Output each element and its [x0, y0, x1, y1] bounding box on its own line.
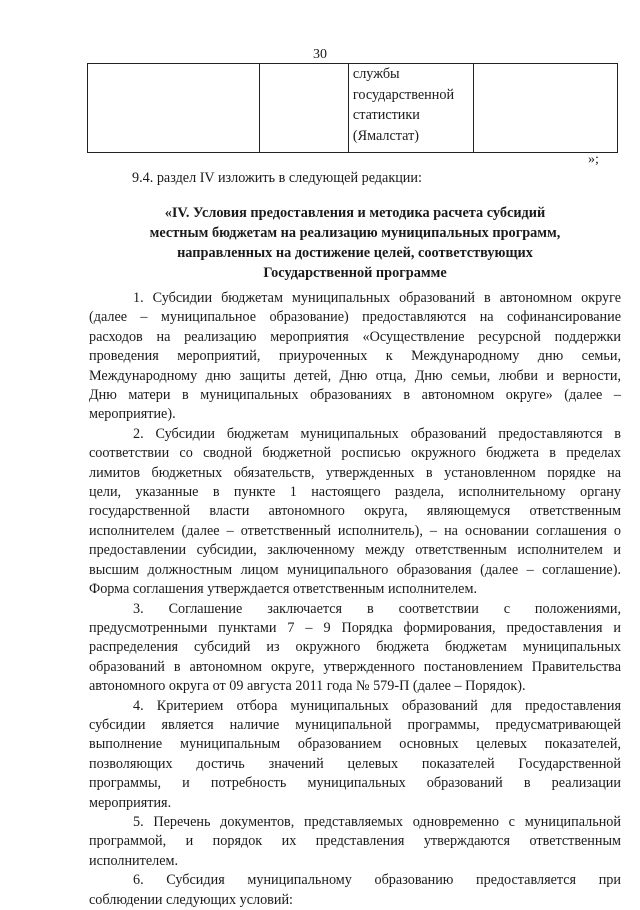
- paragraph-line: Международному дню защиты детей, Дню отца, Дню семьи, любви и верности,: [89, 367, 621, 384]
- paragraph-line: 6. Субсидия муниципальному образованию предоставляется при: [133, 872, 621, 889]
- paragraph-1: [89, 289, 621, 425]
- paragraph-line: Форма соглашения утверждается ответственным исполнителем.: [89, 581, 478, 598]
- paragraph-line: (далее – муниципальное образование) предоставляются на софинансирование: [89, 309, 621, 326]
- intro-text: 9.4. раздел IV изложить в следующей редакции:: [132, 170, 422, 186]
- paragraph-line: соответствии со сводной бюджетной росписью окружного бюджета в пределах: [89, 445, 621, 462]
- paragraph-line: мероприятие).: [89, 406, 176, 423]
- paragraph-line: высшим должностным лицом муниципального образования (далее – соглашение).: [89, 561, 621, 578]
- paragraph-line: исполнителем (далее – ответственный исполнитель), – на основании соглашения о: [89, 522, 621, 539]
- heading-line: «IV. Условия предоставления и методика расчета субсидий: [164, 205, 546, 221]
- paragraph-line: автономного округа от 09 августа 2011 года № 579-П (далее – Порядок).: [89, 678, 526, 695]
- heading-line: направленных на достижение целей, соответствующих: [177, 245, 533, 261]
- paragraph-line: исполнителем.: [89, 852, 179, 869]
- paragraph-line: государственной власти автономного округа, являющемуся ответственным: [89, 503, 621, 520]
- paragraph-line: 2. Субсидии бюджетам муниципальных образований предоставляются в: [133, 425, 621, 442]
- closing-quote: »;: [588, 152, 599, 167]
- section-heading: [90, 203, 620, 283]
- table-cell-empty-2: [259, 64, 348, 153]
- paragraph-line: 1. Субсидии бюджетам муниципальных образований в автономном округе: [133, 290, 621, 306]
- paragraph-2: [89, 425, 621, 600]
- paragraph-line: 5. Перечень документов, представляемых одновременно с муниципальной: [133, 813, 621, 830]
- paragraph-line: программы, и потребность муниципальных образований в реализации: [89, 775, 621, 792]
- heading-line: Государственной программе: [263, 265, 447, 281]
- paragraph-5: [89, 813, 621, 871]
- page-number: 30: [313, 47, 327, 62]
- heading-line: местным бюджетам на реализацию муниципальных программ,: [149, 225, 561, 241]
- paragraph-line: 3. Соглашение заключается в соответствии с положениями,: [133, 600, 621, 617]
- paragraph-line: образований в автономном округе, утвержденного постановлением Правительства: [89, 658, 621, 675]
- paragraph-line: программой, и порядок их представления утверждаются ответственным: [89, 833, 621, 850]
- paragraph-line: распределения субсидий из окружного бюджета бюджетам муниципальных: [89, 639, 621, 656]
- paragraph-6: [89, 871, 621, 910]
- paragraph-line: позволяющих достичь значений целевых показателей Государственной: [89, 755, 621, 772]
- cell-line: (Ямалстат): [352, 127, 420, 144]
- paragraph-4: [89, 697, 621, 813]
- paragraph-line: выполнение муниципальным образованием основных целевых показателей,: [89, 736, 621, 753]
- paragraph-line: субсидии является наличие муниципальной программы, предусматривающей: [89, 716, 621, 733]
- paragraph-line: цели, указанные в пункте 1 настоящего раздела, исполнительному органу: [89, 484, 621, 501]
- paragraph-line: проведения мероприятий, приуроченных к Международному дню семьи,: [89, 348, 621, 365]
- cell-line: государственной: [352, 86, 455, 103]
- paragraph-line: соблюдении следующих условий:: [89, 891, 293, 908]
- table-cell-empty-4: [473, 64, 617, 153]
- paragraph-line: предусмотренными пунктами 7 – 9 Порядка формирования, предоставления и: [89, 619, 621, 636]
- cell-line: службы: [352, 66, 400, 82]
- table-cell-organization: [348, 64, 473, 153]
- paragraph-line: расходов на реализацию мероприятия «Осуществление ресурсной поддержки: [89, 328, 621, 345]
- document-body: [89, 289, 621, 910]
- paragraph-line: мероприятия.: [89, 794, 172, 811]
- table-cell-empty-1: [88, 64, 260, 153]
- paragraph-line: предоставлении субсидии, заключенному между ответственным исполнителем и: [89, 542, 621, 559]
- paragraph-line: Дню матери в муниципальных образованиях в автономном округе» (далее –: [89, 387, 621, 404]
- cell-line: статистики: [352, 107, 420, 123]
- table-fragment: [87, 63, 618, 153]
- paragraph-line: 4. Критерием отбора муниципальных образований для предоставления: [133, 697, 621, 714]
- paragraph-line: лимитов бюджетных обязательств, утвержденных в установленном порядке на: [89, 464, 621, 481]
- paragraph-3: [89, 600, 621, 697]
